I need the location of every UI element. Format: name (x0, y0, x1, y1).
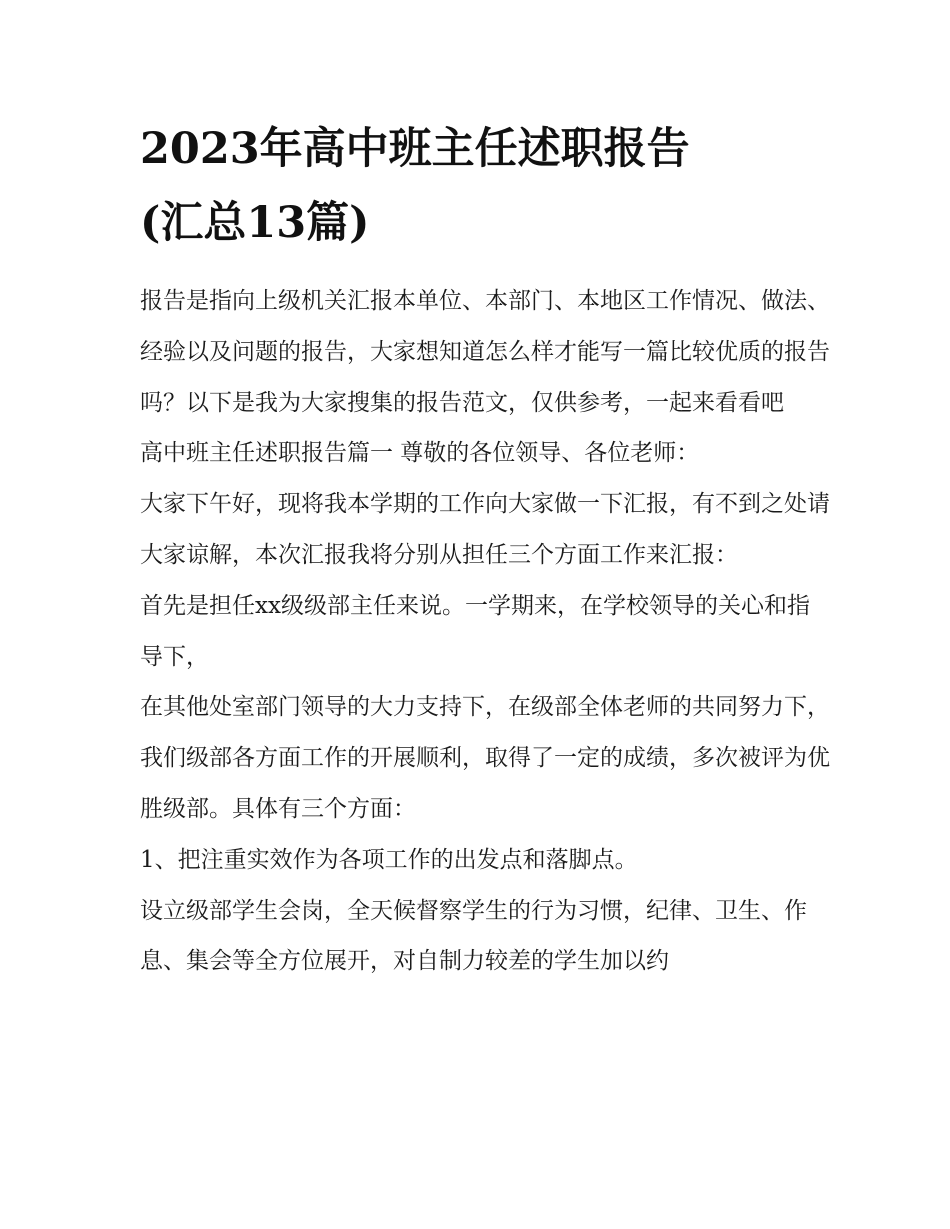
title-line-1: 2023年高中班主任述职报告 (140, 124, 690, 174)
paragraph-first-role: 首先是担任xx级级部主任来说。一学期来，在学校领导的关心和指导下， (140, 592, 810, 670)
paragraph-intro: 报告是指向上级机关汇报本单位、本部门、本地区工作情况、做法、经验以及问题的报告，大家想知道怎么样才能写一篇比较优质的报告吗？以下是我为大家搜集的报告范文，仅供参考，一起来看看吧 (140, 288, 830, 416)
paragraph-student-council: 设立级部学生会岗，全天候督察学生的行为习惯，纪律、卫生、作息、集会等全方位展开，对自制力较差的学生加以约 (140, 897, 807, 975)
paragraph-section-heading: 高中班主任述职报告篇一 尊敬的各位领导、各位老师： (140, 440, 700, 467)
paragraph-support: 在其他处室部门领导的大力支持下，在级部全体老师的共同努力下，我们级部各方面工作的开展顺利，取得了一定的成绩，多次被评为优胜级部。具体有三个方面： (140, 694, 830, 822)
paragraph-point-1: 1、把注重实效作为各项工作的出发点和落脚点。 (140, 846, 638, 873)
document-title (140, 112, 840, 260)
paragraph-greeting: 大家下午好，现将我本学期的工作向大家做一下汇报，有不到之处请大家谅解，本次汇报我将分别从担任三个方面工作来汇报： (140, 491, 830, 568)
document-body (140, 276, 830, 987)
title-line-2: (汇总13篇) (140, 198, 370, 248)
